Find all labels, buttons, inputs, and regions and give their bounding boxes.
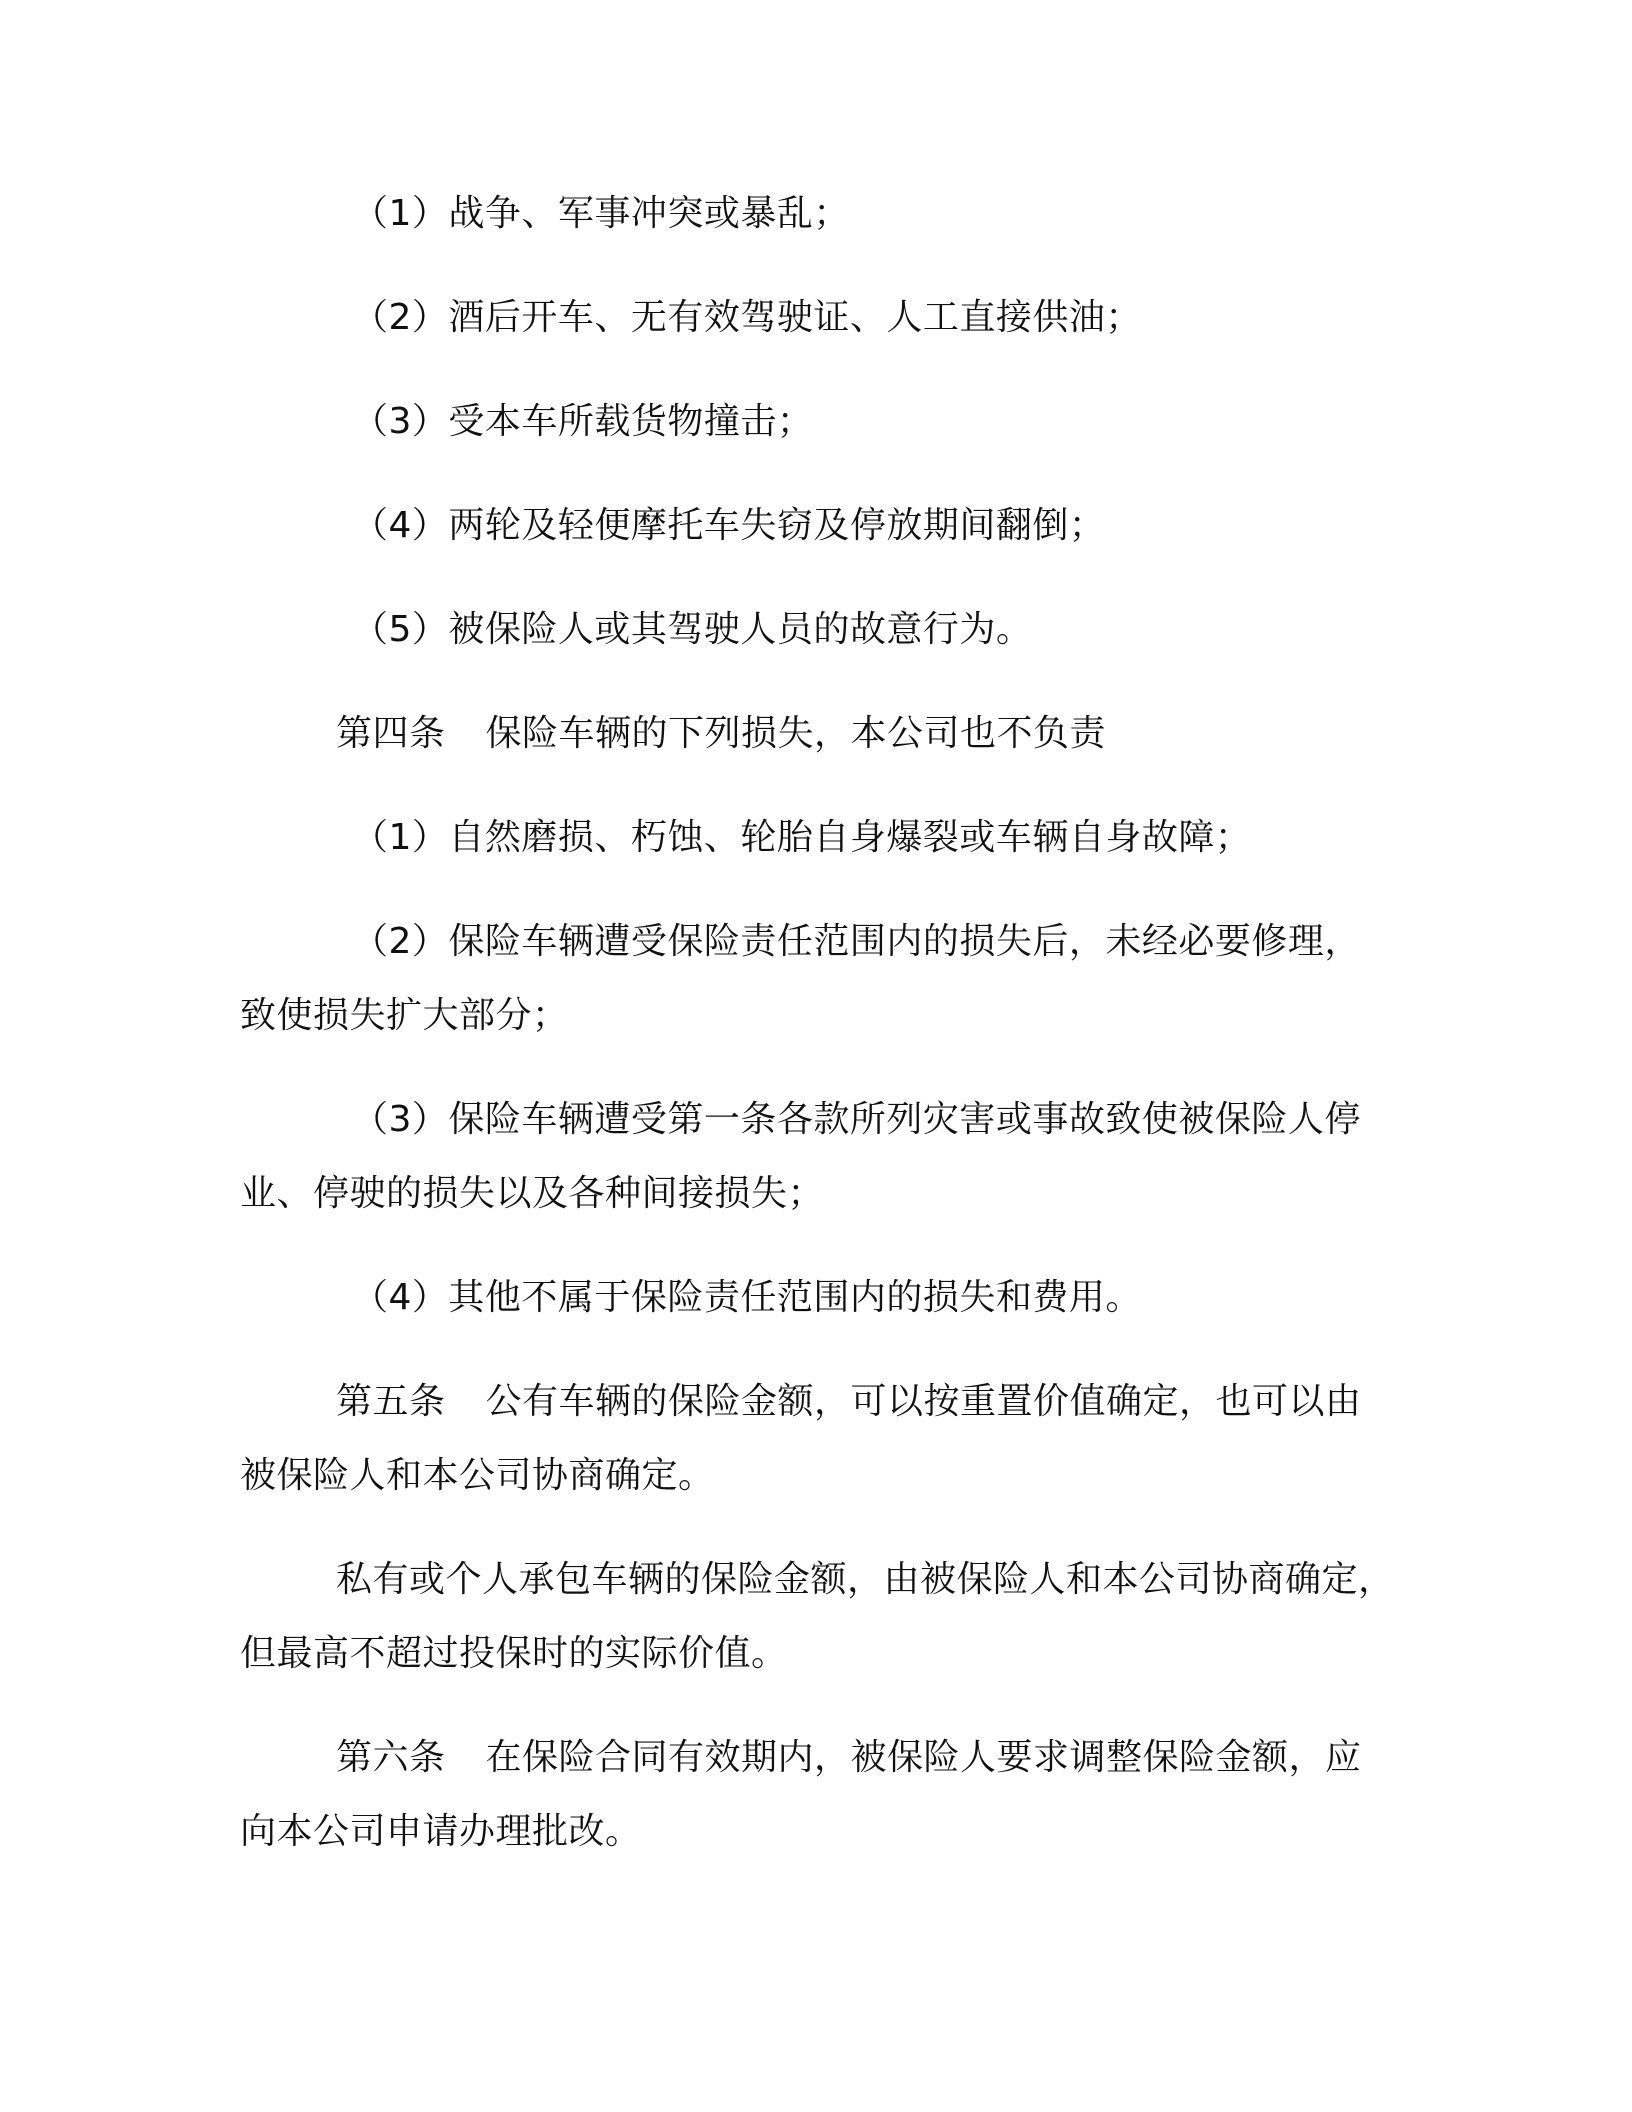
article-6-line2: 向本公司申请办理批改。: [240, 1811, 642, 1852]
article-5-number: 第五条: [336, 1381, 446, 1422]
article-4-number: 第四条: [336, 713, 446, 754]
article-4-item-2: （2）保险车辆遭受保险责任范围内的损失后，未经必要修理，: [352, 921, 1361, 962]
article-5-para2-line1: 私有或个人承包车辆的保险金额，由被保险人和本公司协商确定，: [336, 1559, 1395, 1600]
exclusion-item-3: （3）受本车所载货物撞击；: [352, 401, 814, 442]
article-4-heading: [336, 710, 1106, 758]
article-5-line1: 公有车辆的保险金额，可以按重置价值确定，也可以由: [485, 1381, 1362, 1422]
exclusion-item-1: （1）战争、军事冲突或暴乱；: [352, 193, 850, 234]
article-6-line1: 在保险合同有效期内，被保险人要求调整保险金额，应: [485, 1737, 1362, 1778]
exclusion-item-4: （4）两轮及轻便摩托车失窃及停放期间翻倒；: [352, 505, 1106, 546]
article-4-item-1: （1）自然磨损、朽蚀、轮胎自身爆裂或车辆自身故障；: [352, 817, 1252, 858]
article-4-item-2-cont: 致使损失扩大部分；: [240, 995, 569, 1036]
article-5-heading: [336, 1378, 1362, 1426]
exclusion-item-2: （2）酒后开车、无有效驾驶证、人工直接供油；: [352, 297, 1142, 338]
article-6-number: 第六条: [336, 1737, 446, 1778]
exclusion-item-5: （5）被保险人或其驾驶人员的故意行为。: [352, 609, 1033, 650]
article-4-item-3-cont: 业、停驶的损失以及各种间接损失；: [240, 1173, 825, 1214]
article-5-line2: 被保险人和本公司协商确定。: [240, 1455, 715, 1496]
article-6-heading: [336, 1734, 1362, 1782]
article-4-item-4: （4）其他不属于保险责任范围内的损失和费用。: [352, 1277, 1142, 1318]
article-4-item-3: （3）保险车辆遭受第一条各款所列灾害或事故致使被保险人停: [352, 1099, 1361, 1140]
article-5-para2-line2: 但最高不超过投保时的实际价值。: [240, 1633, 788, 1674]
article-4-title: 保险车辆的下列损失，本公司也不负责: [485, 713, 1107, 754]
